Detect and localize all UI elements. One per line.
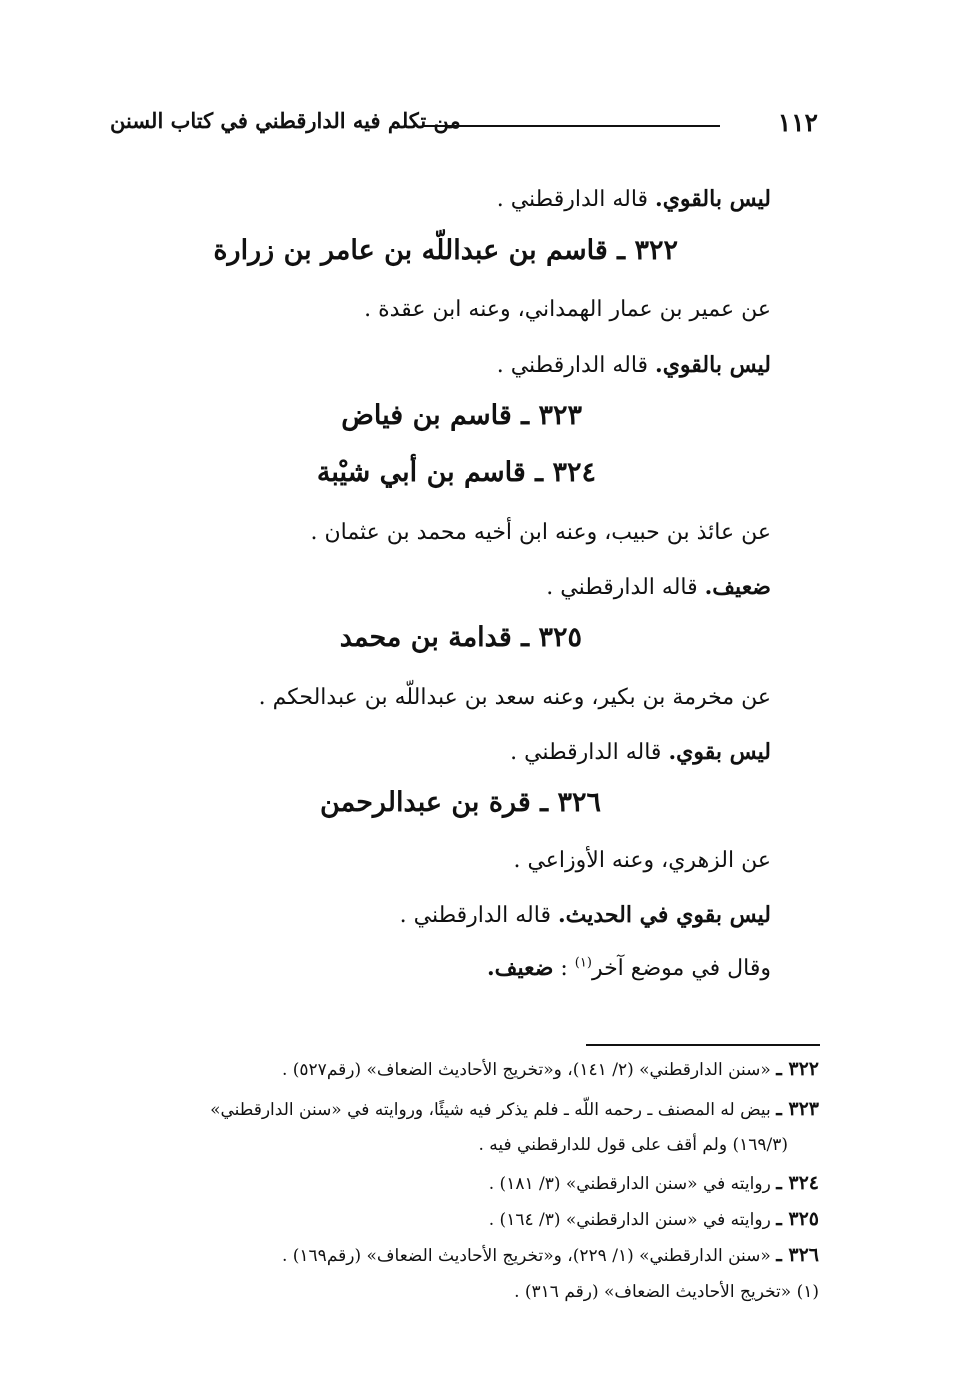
footnote-rule [586, 1044, 820, 1046]
text-line-9 [400, 902, 771, 928]
footnote-text: «سنن الدارقطني» (١/ ٢٢٩)، و«تخريج الأحاديث الضعاف» (رقم١٦٩) . [281, 1246, 777, 1266]
colon: : [553, 956, 575, 981]
text-line-10 [487, 955, 771, 981]
text-line-1 [497, 186, 771, 212]
text-line-2: عن عمير بن عمار الهمداني، وعنه ابن عقدة . [364, 297, 771, 322]
text-line-5 [546, 574, 771, 600]
text-line-6: عن مخرمة بن بكير، وعنه سعد بن عبداللّه بن عبدالحكم . [258, 685, 771, 710]
footnote-number: ٣٢٣ ـ [776, 1098, 819, 1120]
entry-heading-326: ٣٢٦ ـ قرة بن عبدالرحمن [320, 787, 601, 818]
entry-heading-323: ٣٢٣ ـ قاسم بن فياض [341, 400, 582, 431]
verdict: ليس بالقوي. [655, 352, 771, 378]
clause: وقال في موضع آخر [591, 956, 771, 981]
text-line-7 [510, 739, 771, 765]
attribution: قاله الدارقطني . [546, 575, 705, 600]
verdict: ضعيف. [487, 955, 554, 981]
footnote-number: ٣٢٤ ـ [776, 1172, 819, 1194]
footnote-text: روايته في «سنن الدارقطني» (٣/ ١٦٤) . [488, 1210, 777, 1230]
footnote-text: روايته في «سنن الدارقطني» (٣/ ١٨١) . [488, 1174, 777, 1194]
text-line-4: عن عائذ بن حبيب، وعنه ابن أخيه محمد بن عثمان . [310, 520, 771, 545]
footnote-text: «سنن الدارقطني» (٢/ ١٤١)، و«تخريج الأحاديث الضعاف» (رقم٥٢٧) . [281, 1060, 777, 1080]
attribution: قاله الدارقطني . [496, 353, 656, 378]
footnote-324 [489, 1172, 819, 1194]
entry-heading-324: ٣٢٤ ـ قاسم بن أبي شيْبة [316, 457, 596, 488]
attribution: قاله الدارقطني . [399, 903, 558, 928]
footnote-number: ٣٢٢ ـ [776, 1058, 819, 1080]
footnote-322 [282, 1058, 819, 1080]
attribution: قاله الدارقطني . [496, 187, 656, 212]
page-number: ١١٢ [777, 108, 818, 137]
text-line-3 [497, 352, 771, 378]
text-line-8: عن الزهري، وعنه الأوزاعي . [513, 848, 771, 873]
attribution: قاله الدارقطني . [510, 740, 669, 765]
footnote-number: ٣٢٥ ـ [776, 1208, 819, 1230]
verdict: ليس بقوي في الحديث. [557, 902, 771, 928]
entry-heading-325: ٣٢٥ ـ قدامة بن محمد [339, 622, 582, 653]
footnote-325 [489, 1208, 819, 1230]
footnote-326 [282, 1244, 819, 1266]
footnote-323-continuation: (١٦٩/٣) ولم أقف على قول للدارقطني فيه . [478, 1135, 788, 1155]
running-title: من تكلم فيه الدارقطني في كتاب السنن [110, 108, 461, 133]
verdict: ليس بقوي. [668, 739, 771, 765]
footnote-323 [210, 1098, 819, 1120]
footnote-ref: (١) [574, 955, 592, 971]
footnote-number: ٣٢٦ ـ [776, 1244, 819, 1266]
verdict: ضعيف. [704, 574, 771, 600]
entry-heading-322: ٣٢٢ ـ قاسم بن عبداللّه بن عامر بن زرارة [213, 235, 678, 266]
header-rule [422, 125, 720, 127]
footnote-text: بيض له المصنف ـ رحمه اللّه ـ فلم يذكر فيه شيئًا، وروايته في «سنن الدارقطني» [210, 1100, 777, 1120]
verdict: ليس بالقوي. [655, 186, 771, 212]
footnote-1: (١) «تخريج الأحاديث الضعاف» (رقم ٣١٦) . [514, 1282, 819, 1302]
